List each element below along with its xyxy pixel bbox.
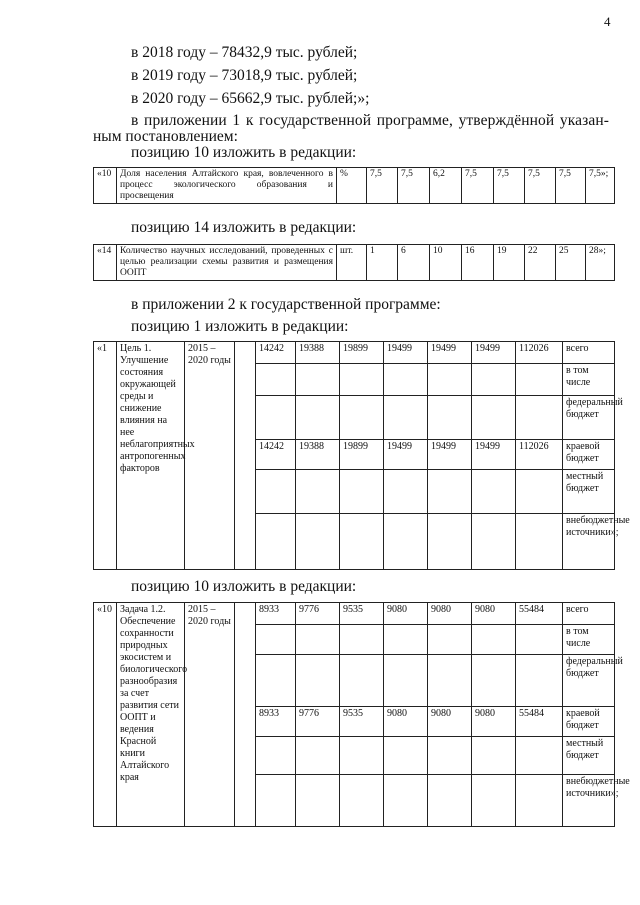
table-app1-pos10 bbox=[93, 167, 615, 204]
amount-cell: 19388 bbox=[296, 342, 340, 364]
amount-cell: 19499 bbox=[428, 440, 472, 470]
source-label: всего bbox=[563, 603, 615, 625]
period: 2015 – 2020 годы bbox=[185, 342, 235, 570]
amount-cell: 19899 bbox=[340, 342, 384, 364]
row-number: «10 bbox=[94, 168, 117, 204]
text-2018: в 2018 году – 78432,9 тыс. рублей; bbox=[131, 44, 358, 61]
value-cell: 19 bbox=[494, 245, 525, 281]
amount-cell: 55484 bbox=[516, 707, 563, 737]
text-appendix1-cont: ным постановлением: bbox=[93, 128, 238, 145]
amount-cell: 8933 bbox=[256, 603, 296, 625]
amount-cell: 9080 bbox=[428, 603, 472, 625]
value-cell: 25 bbox=[556, 245, 586, 281]
amount-cell: 112026 bbox=[516, 342, 563, 364]
source-label: местный бюджет bbox=[563, 470, 615, 514]
text-appendix2: в приложении 2 к государственной программе: bbox=[131, 296, 441, 313]
table-app1-pos14 bbox=[93, 244, 615, 281]
amount-cell: 19499 bbox=[472, 342, 516, 364]
amount-cell: 9776 bbox=[296, 707, 340, 737]
value-cell: 1 bbox=[367, 245, 398, 281]
amount-cell: 9080 bbox=[384, 707, 428, 737]
value-cell: 7,5»; bbox=[586, 168, 615, 204]
source-label: федеральный бюджет bbox=[563, 396, 615, 440]
amount-cell: 9080 bbox=[472, 707, 516, 737]
page-number: 4 bbox=[604, 14, 611, 29]
source-label: краевой бюджет bbox=[563, 440, 615, 470]
empty-cell bbox=[235, 603, 256, 827]
text-2019: в 2019 году – 73018,9 тыс. рублей; bbox=[131, 67, 358, 84]
amount-cell: 9080 bbox=[384, 603, 428, 625]
source-label: внебюджетные источники»; bbox=[563, 775, 615, 827]
indicator-name: Количество научных исследований, проведенных с целью реализации схемы развития и размещения ООПТ bbox=[117, 245, 337, 281]
amount-cell: 14242 bbox=[256, 342, 296, 364]
amount-cell: 9535 bbox=[340, 707, 384, 737]
amount-cell: 19499 bbox=[384, 440, 428, 470]
goal-name: Цель 1. Улучшение состояния окружающей среды и снижение влияния на нее неблагоприятных антропогенных факторов bbox=[117, 342, 185, 570]
value-cell: 7,5 bbox=[462, 168, 494, 204]
text-pos1-intro: позицию 1 изложить в редакции: bbox=[131, 318, 349, 335]
period: 2015 – 2020 годы bbox=[185, 603, 235, 827]
text-2020: в 2020 году – 65662,9 тыс. рублей;»; bbox=[131, 90, 370, 107]
table-app2-pos10 bbox=[93, 602, 630, 827]
amount-cell: 19499 bbox=[428, 342, 472, 364]
source-label: местный бюджет bbox=[563, 737, 615, 775]
amount-cell: 9535 bbox=[340, 603, 384, 625]
text-pos10-intro: позицию 10 изложить в редакции: bbox=[131, 144, 357, 161]
table-app2-pos1 bbox=[93, 341, 630, 570]
value-cell: 6,2 bbox=[430, 168, 462, 204]
source-label: в том числе bbox=[563, 364, 615, 396]
source-label: в том числе bbox=[563, 625, 615, 655]
task-name: Задача 1.2. Обеспечение сохранности природных экосистем и биологического разнообразия за счет развития сети ООПТ и ведения Красной книги Алтайского края bbox=[117, 603, 185, 827]
row-number: «1 bbox=[94, 342, 117, 570]
amount-cell: 55484 bbox=[516, 603, 563, 625]
value-cell: 22 bbox=[525, 245, 556, 281]
amount-cell: 19388 bbox=[296, 440, 340, 470]
value-cell: 7,5 bbox=[367, 168, 398, 204]
amount-cell: 19499 bbox=[384, 342, 428, 364]
amount-cell: 9080 bbox=[428, 707, 472, 737]
text-pos14-intro: позицию 14 изложить в редакции: bbox=[131, 219, 357, 236]
source-label: федеральный бюджет bbox=[563, 655, 615, 707]
unit: шт. bbox=[337, 245, 367, 281]
row-number: «14 bbox=[94, 245, 117, 281]
amount-cell: 9080 bbox=[472, 603, 516, 625]
value-cell: 10 bbox=[430, 245, 462, 281]
value-cell: 7,5 bbox=[556, 168, 586, 204]
value-cell: 7,5 bbox=[494, 168, 525, 204]
value-cell: 7,5 bbox=[398, 168, 430, 204]
amount-cell: 14242 bbox=[256, 440, 296, 470]
row-number: «10 bbox=[94, 603, 117, 827]
empty-cell bbox=[235, 342, 256, 570]
unit: % bbox=[337, 168, 367, 204]
value-cell: 6 bbox=[398, 245, 430, 281]
amount-cell: 9776 bbox=[296, 603, 340, 625]
value-cell: 28»; bbox=[586, 245, 615, 281]
value-cell: 7,5 bbox=[525, 168, 556, 204]
text-appendix1: в приложении 1 к государственной программе, утверждённой указан- bbox=[131, 112, 609, 129]
amount-cell: 19899 bbox=[340, 440, 384, 470]
source-label: внебюджетные источники»; bbox=[563, 514, 615, 570]
source-label: всего bbox=[563, 342, 615, 364]
value-cell: 16 bbox=[462, 245, 494, 281]
amount-cell: 112026 bbox=[516, 440, 563, 470]
amount-cell: 19499 bbox=[472, 440, 516, 470]
indicator-name: Доля населения Алтайского края, вовлеченного в процесс экологического образования и просвещения bbox=[117, 168, 337, 204]
text-pos10-app2-intro: позицию 10 изложить в редакции: bbox=[131, 578, 357, 595]
amount-cell: 8933 bbox=[256, 707, 296, 737]
source-label: краевой бюджет bbox=[563, 707, 615, 737]
